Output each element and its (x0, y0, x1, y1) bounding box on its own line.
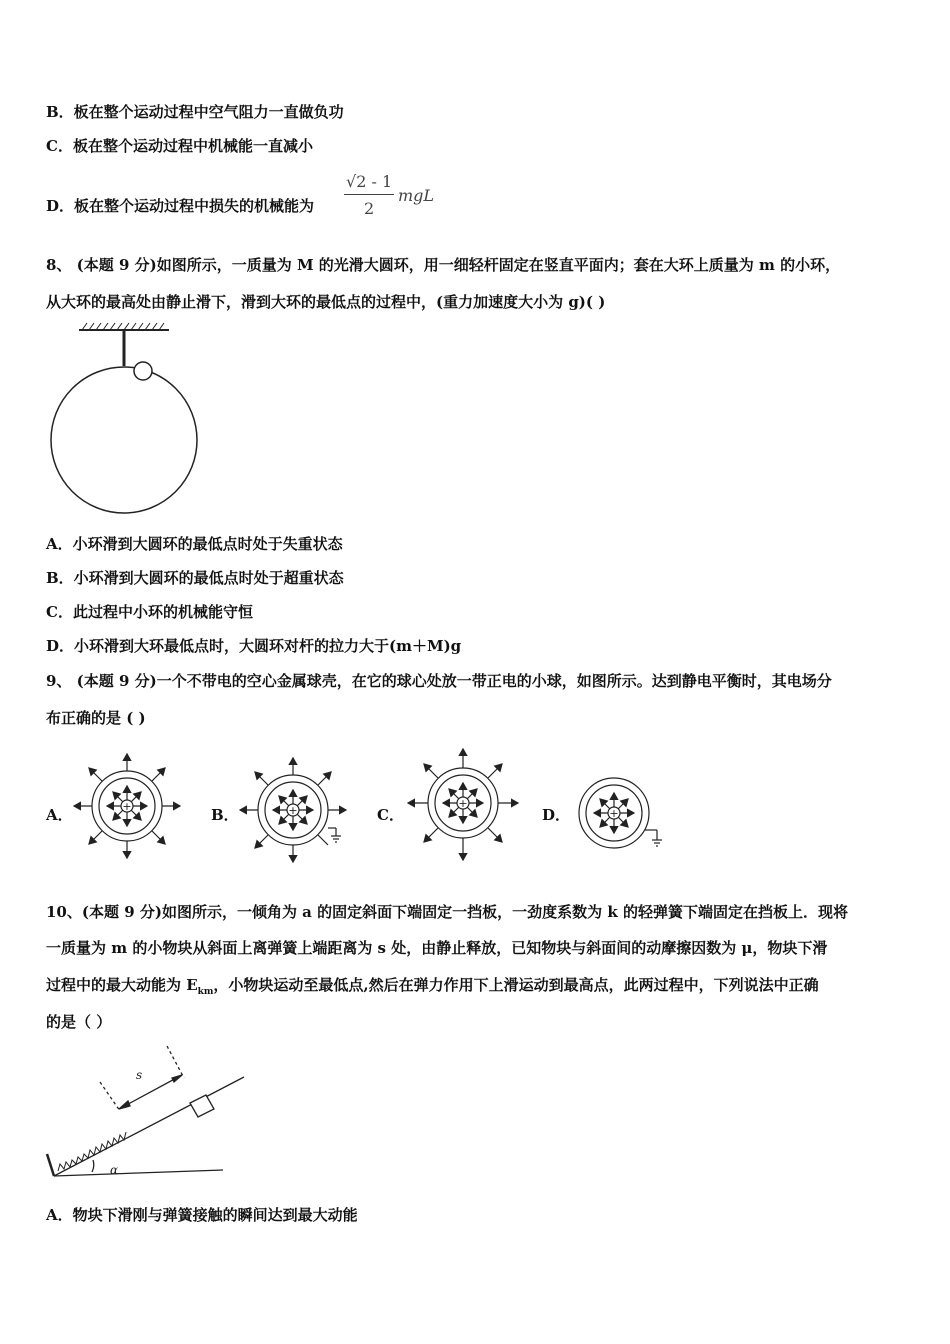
label-s: s (136, 1068, 143, 1082)
q7-option-d: D．板在整个运动过程中损失的机械能为 (46, 197, 315, 215)
q10-line3-pre: 过程中的最大动能为 E (46, 976, 198, 994)
q10-stem-line1: 10、(本题 9 分)如图所示，一倾角为 a 的固定斜面下端固定一挡板，一劲度系数为 k 的轻弹簧下端固定在挡板上．现将 (46, 903, 848, 921)
q10-incline-figure (44, 1042, 249, 1182)
q9-diagram-d (579, 778, 662, 848)
q8-option-d: D．小环滑到大环最低点时，大圆环对杆的拉力大于(m＋M)g (46, 637, 462, 655)
q9-option-b-label: B． (211, 806, 239, 824)
q7-option-d-formula (344, 172, 444, 222)
q8-option-c: C．此过程中小环的机械能守恒 (46, 603, 253, 621)
q9-stem-line2: 布正确的是 ( ) (46, 709, 146, 727)
q10-option-a: A．物块下滑刚与弹簧接触的瞬间达到最大动能 (46, 1206, 358, 1224)
formula-suffix: mgL (398, 186, 435, 205)
q8-stem-line1: 8、 (本题 9 分)如图所示，一质量为 M 的光滑大圆环，用一细轻杆固定在竖直平面内；套在大环上质量为 m 的小环， (46, 256, 841, 274)
charge-plus-b: + (288, 804, 298, 817)
q10-stem-line2: 一质量为 m 的小物块从斜面上离弹簧上端距离为 s 处，由静止释放，已知物块与斜面间的动摩擦因数为 μ，物块下滑 (46, 939, 828, 957)
q9-stem-line1: 9、 (本题 9 分)一个不带电的空心金属球壳，在它的球心处放一带正电的小球，如图所示。达到静电平衡时，其电场分 (46, 672, 832, 690)
formula-numerator: √2 - 1 (346, 172, 393, 191)
q8-stem-line2: 从大环的最高处由静止滑下，滑到大环的最低点的过程中，(重力加速度大小为 g)( ) (46, 293, 606, 311)
fraction-bar (344, 194, 394, 195)
q7-option-b: B．板在整个运动过程中空气阻力一直做负功 (46, 103, 344, 121)
q9-option-a-label: A． (46, 806, 73, 824)
label-alpha: α (110, 1163, 119, 1177)
q8-ring-figure (46, 322, 206, 517)
q9-option-c-label: C． (377, 806, 404, 824)
q10-stem-line4: 的是（ ） (46, 1013, 112, 1031)
q10-stem-line3 (46, 975, 819, 1002)
charge-plus-d: + (609, 807, 619, 820)
q10-line3-post: ，小物块运动至最低点,然后在弹力作用下上滑运动到最高点，此两过程中，下列说法中正确 (213, 976, 819, 994)
q7-option-c: C．板在整个运动过程中机械能一直减小 (46, 137, 313, 155)
q8-option-b: B．小环滑到大圆环的最低点时处于超重状态 (46, 569, 344, 587)
q9-option-d-label: D． (542, 806, 571, 824)
charge-plus-c: + (458, 797, 468, 810)
q10-line3-sub: km (197, 987, 214, 997)
q9-field-diagrams (0, 740, 950, 870)
charge-plus-a: + (122, 800, 132, 813)
q8-option-a: A．小环滑到大圆环的最低点时处于失重状态 (46, 535, 343, 553)
formula-denominator: 2 (364, 199, 375, 218)
